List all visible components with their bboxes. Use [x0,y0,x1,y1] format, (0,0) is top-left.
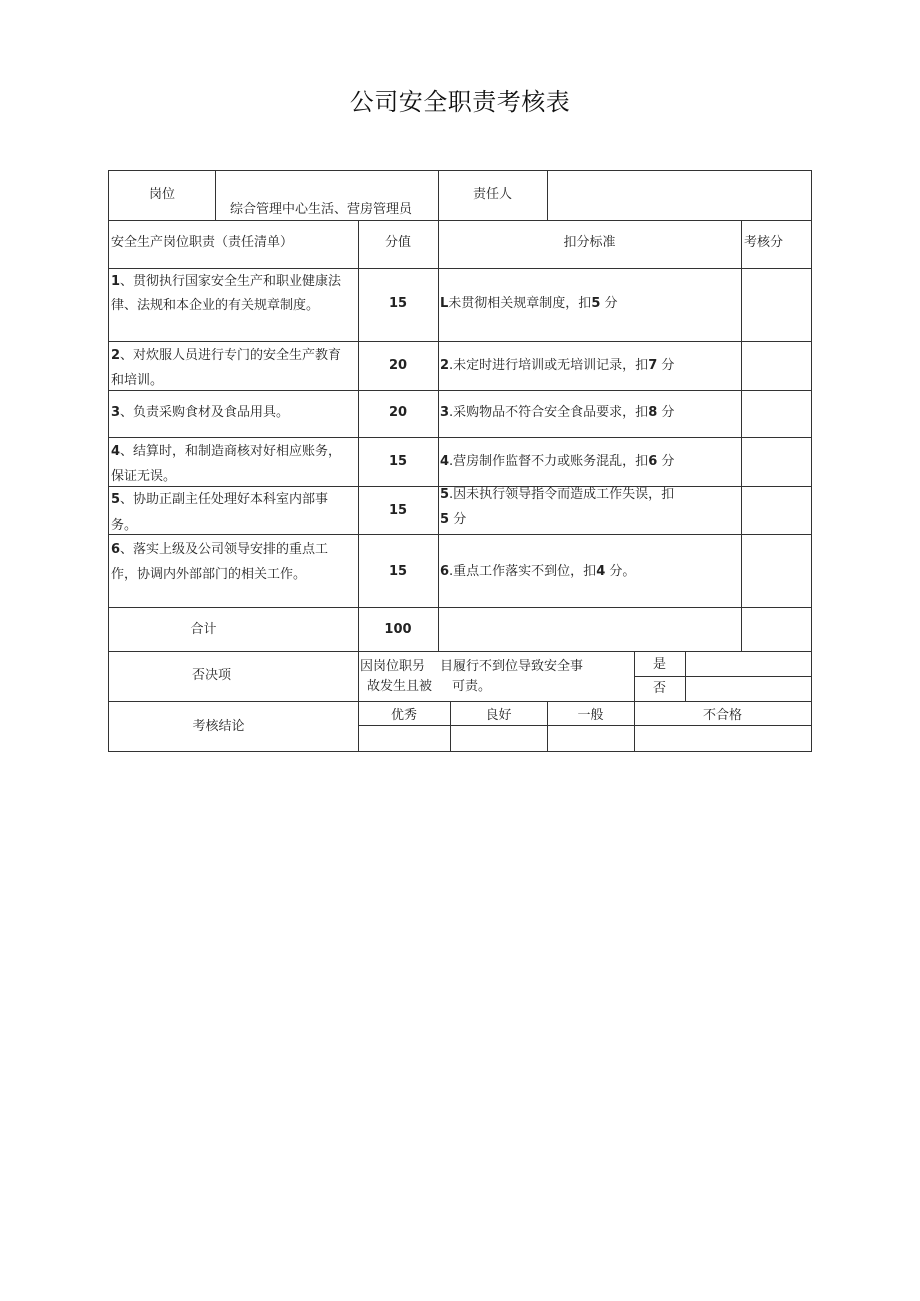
points-1: 15 [388,296,408,311]
duty-2-cont: 和培训。 [111,373,164,388]
duty-4: 4、结算时，和制造商核对好相应账务， [111,444,342,459]
post-value: 综合管理中心生活、营房管理员 [230,202,413,217]
points-5: 15 [388,503,408,518]
duty-1: 1、贯彻执行国家安全生产和职业健康法 [111,274,342,289]
veto-text-a1: 因岗位职另 [360,659,426,674]
assessment-table [108,170,812,752]
criteria-2: 2.未定时进行培训或无培训记录，扣7 分 [440,358,675,373]
duty-1-cont: 律、法规和本企业的有关规章制度。 [111,298,320,313]
criteria-1: L未贯彻相关规章制度，扣5 分 [440,296,618,311]
veto-text-b1: 目履行不到位导致安全事 [440,659,584,674]
grade-good: 良好 [485,708,512,723]
points-4: 15 [388,454,408,469]
duty-6-cont: 作，协调内外部部门的相关工作。 [111,567,307,582]
duty-6: 6、落实上级及公司领导安排的重点工 [111,542,329,557]
veto-no-label: 否 [652,681,666,696]
page-title: 公司安全职责考核表 [349,88,571,116]
col-duties: 安全生产岗位职责（责任清单） [111,235,294,250]
points-2: 20 [388,358,408,373]
grade-excellent: 优秀 [390,708,417,723]
veto-label: 否决项 [191,668,231,683]
post-label: 岗位 [148,187,175,202]
grade-fail: 不合格 [702,708,742,723]
duty-5: 5、协助正副主任处理好本科室内部事 [111,492,329,507]
duty-2: 2、对炊服人员进行专门的安全生产教育 [111,348,342,363]
col-points: 分值 [384,235,411,250]
criteria-4: 4.营房制作监督不力或账务混乱，扣6 分 [440,454,675,469]
duty-5-cont: 务。 [111,518,138,533]
veto-text-b2: 可责。 [452,679,492,694]
responsible-label: 责任人 [472,187,512,202]
col-criteria: 扣分标准 [563,235,616,250]
duty-3: 3、负责采购食材及食品用具。 [111,405,290,420]
points-6: 15 [388,564,408,579]
criteria-5-cont: 5 分 [440,512,467,527]
veto-yes-label: 是 [652,657,666,672]
total-label: 合计 [190,622,217,637]
criteria-3: 3.采购物品不符合安全食品要求，扣8 分 [440,405,675,420]
criteria-5: 5.因未执行领导指令而造成工作失误，扣 [440,487,675,502]
criteria-6: 6.重点工作落实不到位，扣4 分。 [440,564,636,579]
duty-4-cont: 保证无误。 [111,469,177,484]
total-value: 100 [384,622,412,637]
conclusion-label: 考核结论 [192,719,245,734]
grade-average: 一般 [577,708,604,723]
points-3: 20 [388,405,408,420]
col-score: 考核分 [744,235,784,250]
veto-text-a2: 故发生且被 [367,679,433,694]
